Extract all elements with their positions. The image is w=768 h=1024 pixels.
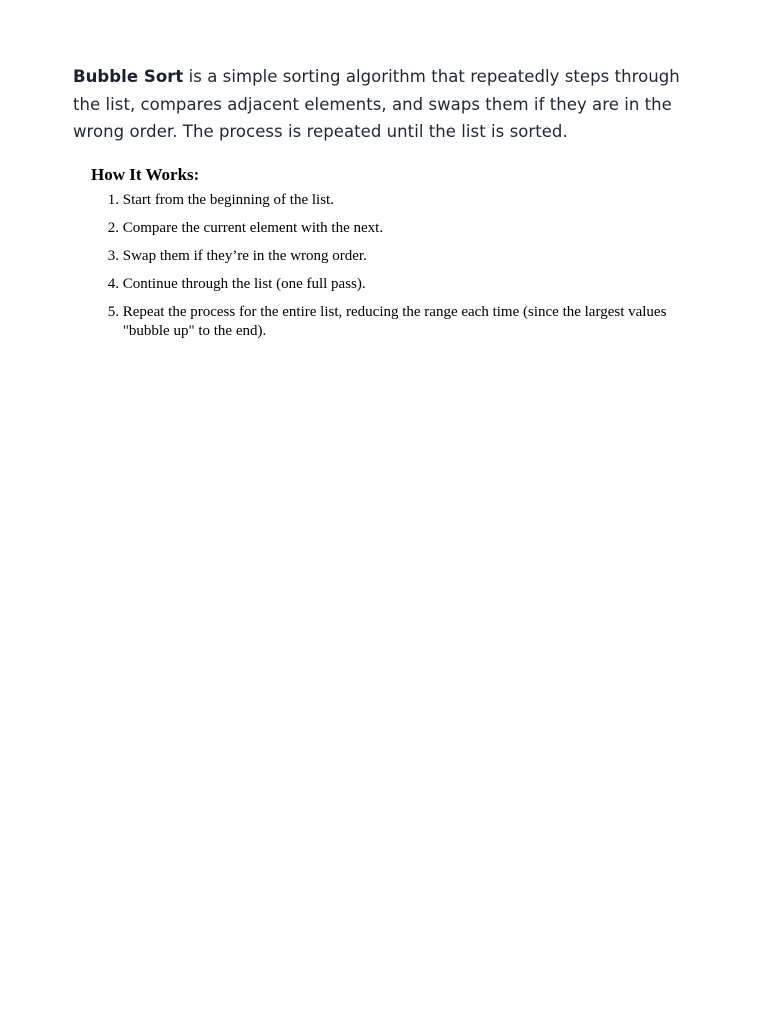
how-it-works-section bbox=[91, 164, 703, 341]
list-item bbox=[91, 191, 703, 210]
step-number: 1. bbox=[107, 191, 119, 208]
list-item bbox=[91, 247, 703, 266]
document-page bbox=[73, 63, 703, 350]
list-item bbox=[91, 275, 703, 294]
step-number: 3. bbox=[107, 247, 119, 264]
step-number: 2. bbox=[107, 219, 119, 236]
intro-text: is a simple sorting algorithm that repeatedly steps through the list, compares adjacent elements, and swaps them if they are in the wrong order. The process is repeated until the list is sorted. bbox=[73, 67, 680, 141]
step-number: 4. bbox=[107, 275, 119, 292]
step-text: Swap them if they’re in the wrong order. bbox=[122, 247, 367, 264]
intro-paragraph bbox=[73, 63, 703, 146]
list-item bbox=[91, 219, 703, 238]
step-text: Continue through the list (one full pass). bbox=[122, 275, 366, 292]
step-text: Start from the beginning of the list. bbox=[122, 191, 334, 208]
steps-list bbox=[91, 191, 703, 341]
step-text: Compare the current element with the next. bbox=[122, 219, 384, 236]
intro-term: Bubble Sort bbox=[73, 67, 184, 86]
step-text: Repeat the process for the entire list, reducing the range each time (since the largest values "bubble up" to the end). bbox=[122, 303, 667, 339]
how-it-works-heading: How It Works: bbox=[91, 164, 200, 184]
step-number: 5. bbox=[107, 303, 119, 320]
list-item bbox=[91, 303, 703, 341]
